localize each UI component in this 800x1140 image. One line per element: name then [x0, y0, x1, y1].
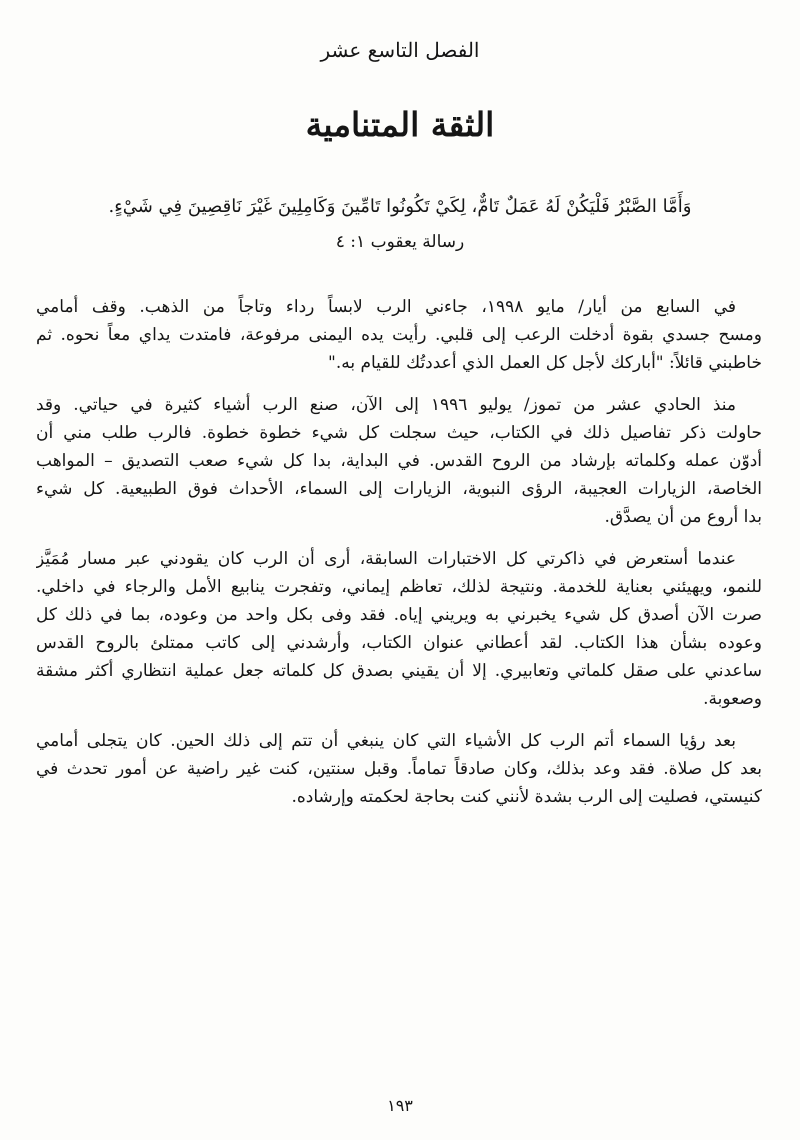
text-line: منذ الحادي عشر من تموز/ يوليو ١٩٩٦ إلى الآن، صنع الرب أشياء كثيرة في حياتي. وقد [36, 395, 736, 415]
paragraph [36, 293, 762, 377]
text-line: خاطبني قائلاً: "أباركك لأجل كل العمل الذي أعددتُك للقيام به." [328, 353, 762, 373]
text-line: بدا أروع من أن يصدَّق. [604, 507, 762, 527]
text-line: للنمو، ويهيئني بعناية للخدمة. ونتيجة لذلك، تعاظم إيماني، وتفجرت ينابيع الأمل والرجاء في داخلي. [36, 577, 762, 597]
text-line: صرت الآن أصدق كل شيء يخبرني به ويريني إياه. فقد وفى بكل واحد من وعوده، بما في ذلك كل [36, 605, 762, 625]
text-line: وعوده بشأن هذا الكتاب. لقد أعطاني عنوان الكتاب، وأرشدني إلى كاتب ممتلئ بالروح القدس [36, 633, 762, 653]
chapter-label: الفصل التاسع عشر [320, 38, 480, 62]
text-line: ومسح جسدي بقوة أدخلت الرعب إلى قلبي. رأيت يده اليمنى مرفوعة، فامتدت يداي معاً نحوه. ثم [36, 325, 762, 345]
text-line: أدوّن عمله وكلماته بإرشاد من الروح القدس. في البداية، بدا كل شيء صعب التصديق – المواهب [36, 451, 762, 471]
epigraph-quote: وَأَمَّا الصَّبْرُ فَلْيَكُنْ لَهُ عَمَلٌ تَامٌّ، لِكَيْ تَكُونُوا تَامِّينَ وَكَامِلِينَ غَيْرَ نَاقِصِينَ فِي شَيْءٍ. [108, 196, 692, 217]
epigraph-reference: رسالة يعقوب ١: ٤ [335, 232, 465, 252]
text-line: الخاصة، الزيارات العجيبة، الرؤى النبوية، الزيارات إلى السماء، الأحداث فوق الطبيعية. كل شيء [36, 479, 762, 499]
text-line: بعد رؤيا السماء أتم الرب كل الأشياء التي كان ينبغي أن تتم إلى ذلك الحين. كان يتجلى أمامي [36, 731, 736, 751]
body-text [36, 293, 762, 825]
paragraph [36, 545, 762, 713]
text-line: وصعوبة. [703, 689, 762, 709]
text-line: حاولت ذكر تفاصيل ذلك في الكتاب، حيث سجلت كل شيء خطوة خطوة. فالرب طلب مني أن [36, 423, 762, 443]
chapter-title: الثقة المتنامية [305, 105, 495, 144]
paragraph [36, 727, 762, 811]
text-line: بعد كل صلاة. فقد وعد بذلك، وكان صادقاً تماماً. وقبل سنتين، كنت غير راضية عن أمور تحدث في [36, 759, 762, 779]
text-line: ساعدني على صقل كلماتي وتعابيري. إلا أن يقيني بصدق كل كلماته جعل عملية انتظاري أكثر مشقة [36, 661, 762, 681]
page-number: ١٩٣ [387, 1096, 413, 1115]
text-line: عندما أستعرض في ذاكرتي كل الاختبارات السابقة، أرى أن الرب كان يقودني عبر مسار مُمَيَّز [36, 549, 736, 569]
paragraph [36, 391, 762, 531]
text-line: كنيستي، فصليت إلى الرب بشدة لأنني كنت بحاجة لحكمته وإرشاده. [291, 787, 762, 807]
text-line: في السابع من أيار/ مايو ١٩٩٨، جاءني الرب لابساً رداء وتاجاً من الذهب. وقف أمامي [36, 297, 736, 317]
